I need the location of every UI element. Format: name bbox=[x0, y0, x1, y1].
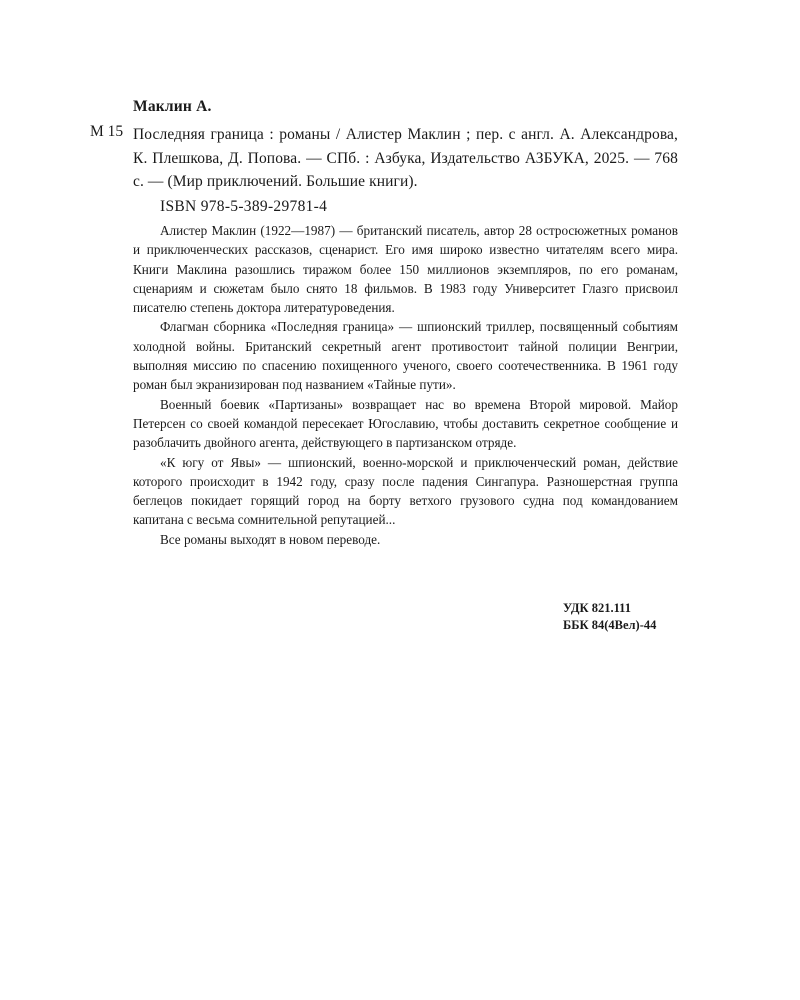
isbn: ISBN 978-5-389-29781-4 bbox=[160, 198, 328, 215]
udc-code: УДК 821.111 bbox=[563, 601, 631, 615]
annotation bbox=[133, 221, 678, 549]
annotation-paragraph-partisans: Военный боевик «Партизаны» возвращает нас во времена Второй мировой. Майор Петерсен со своей командой пересекает Югославию, чтобы доставить секретное сообщение и разоблачить двойного агента, действующего в партизанском отряде. bbox=[133, 396, 678, 451]
annotation-paragraph-south-by-java: «К югу от Явы» — шпионский, военно-морской и приключенческий роман, действие которого происходит в 1942 году, сразу после падения Сингапура. Разношерстная группа беглецов покидает горящий город на борту ветхого грузового судна под командованием капитана с весьма сомнительной репутацией... bbox=[133, 454, 678, 528]
author-index-code: М 15 bbox=[90, 123, 124, 140]
classification-codes bbox=[563, 600, 656, 634]
annotation-paragraph-author: Алистер Маклин (1922—1987) — британский писатель, автор 28 остросюжетных романов и приключенческих рассказов, сценарист. Его имя широко известно читателям всего мира. Книги Маклина разошлись тиражом более 150 миллионов экземпляров, по его романам, сценариям и сюжетам было снято 18 фильмов. В 1983 году Университет Глазго присвоил писателю степень доктора литературоведения. bbox=[133, 223, 678, 316]
annotation-paragraph-last-frontier: Флагман сборника «Последняя граница» — шпионский триллер, посвященный событиям холодной войны. Британский секретный агент противостоит тайной полиции Венгрии, выполняя миссию по спасению похищенного ученого, своего соотечественника. В 1961 году роман был экранизирован под названием «Тайные пути». bbox=[133, 319, 678, 393]
bibliographic-record: Последняя граница : романы / Алистер Маклин ; пер. с англ. А. Александрова, К. Плешкова, Д. Попова. — СПб. : Азбука, Издательство АЗБУКА, 2025. — 768 с. — (Мир приключений. Большие книги). bbox=[133, 126, 678, 190]
bbk-code: ББК 84(4Вел)-44 bbox=[563, 618, 657, 632]
annotation-paragraph-translation-note: Все романы выходят в новом переводе. bbox=[160, 531, 381, 547]
author-heading: Маклин А. bbox=[133, 98, 212, 115]
